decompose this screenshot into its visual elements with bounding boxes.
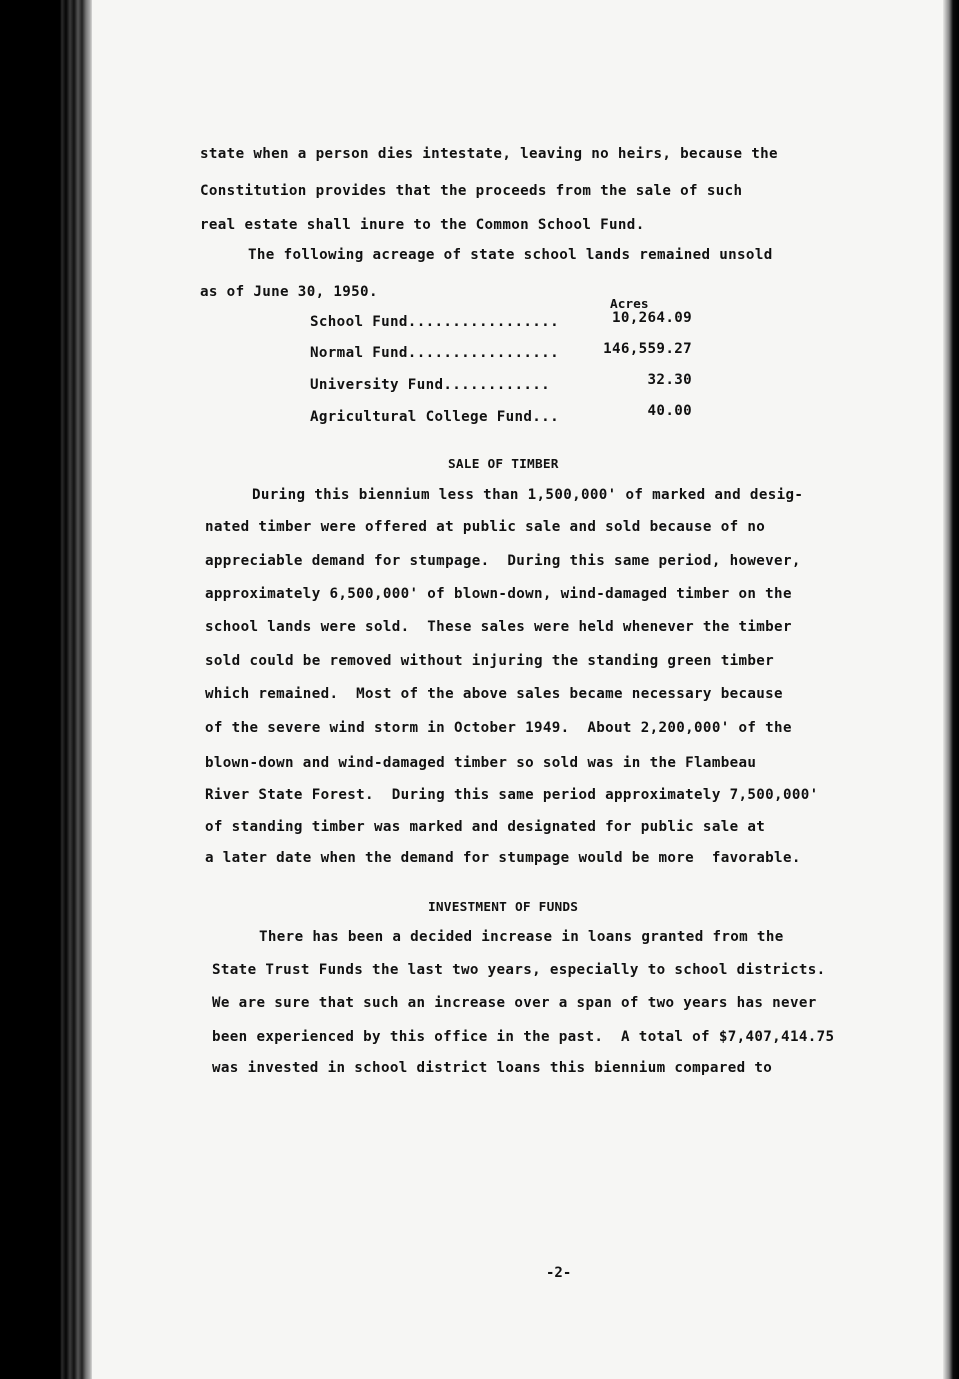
funds-line-5: was invested in school district loans this biennium compared to — [212, 1060, 773, 1076]
acreage-row-value: 40.00 — [647, 403, 692, 419]
paragraph1-line-2: Constitution provides that the proceeds from the sale of such — [200, 183, 743, 199]
timber-line-6: sold could be removed without injuring the standing green timber — [205, 653, 775, 669]
document-page — [92, 0, 943, 1379]
film-right-border — [943, 0, 959, 1379]
paragraph2-line-2: as of June 30, 1950. — [200, 284, 378, 300]
acreage-row-label: School Fund................. — [310, 314, 559, 330]
acreage-row-label: Agricultural College Fund... — [310, 409, 559, 425]
timber-line-4: approximately 6,500,000' of blown-down, wind-damaged timber on the — [205, 586, 792, 602]
timber-line-10: River State Forest. During this same period approximately 7,500,000' — [205, 787, 819, 803]
film-left-border — [0, 0, 92, 1379]
section-heading-sale-of-timber: SALE OF TIMBER — [448, 457, 559, 472]
funds-line-2: State Trust Funds the last two years, especially to school districts. — [212, 962, 826, 978]
timber-line-3: appreciable demand for stumpage. During this same period, however, — [205, 553, 801, 569]
page-number: -2- — [546, 1265, 572, 1281]
funds-line-4: been experienced by this office in the past. A total of $7,407,414.75 — [212, 1029, 835, 1045]
acreage-row-value: 146,559.27 — [603, 341, 692, 357]
funds-line-1: There has been a decided increase in loans granted from the — [259, 929, 784, 945]
acreage-row-label: University Fund............ — [310, 377, 551, 393]
paragraph2-line-1: The following acreage of state school lands remained unsold — [248, 247, 773, 263]
timber-line-2: nated timber were offered at public sale and sold because of no — [205, 519, 766, 535]
section-heading-investment-of-funds: INVESTMENT OF FUNDS — [428, 900, 579, 915]
timber-line-8: of the severe wind storm in October 1949. About 2,200,000' of the — [205, 720, 792, 736]
acreage-row-label: Normal Fund................. — [310, 345, 559, 361]
paragraph1-line-1: state when a person dies intestate, leaving no heirs, because the — [200, 146, 778, 162]
paragraph1-line-3: real estate shall inure to the Common School Fund. — [200, 217, 645, 233]
timber-line-7: which remained. Most of the above sales became necessary because — [205, 686, 783, 702]
timber-line-9: blown-down and wind-damaged timber so sold was in the Flambeau — [205, 755, 757, 771]
acres-column-header: Acres — [610, 297, 649, 312]
timber-line-11: of standing timber was marked and designated for public sale at — [205, 819, 766, 835]
acreage-row-value: 10,264.09 — [611, 310, 692, 326]
acreage-row-value: 32.30 — [647, 372, 692, 388]
funds-line-3: We are sure that such an increase over a span of two years has never — [212, 995, 817, 1011]
timber-line-5: school lands were sold. These sales were held whenever the timber — [205, 619, 792, 635]
timber-line-1: During this biennium less than 1,500,000' of marked and desig- — [252, 487, 804, 503]
timber-line-12: a later date when the demand for stumpage would be more favorable. — [205, 850, 801, 866]
